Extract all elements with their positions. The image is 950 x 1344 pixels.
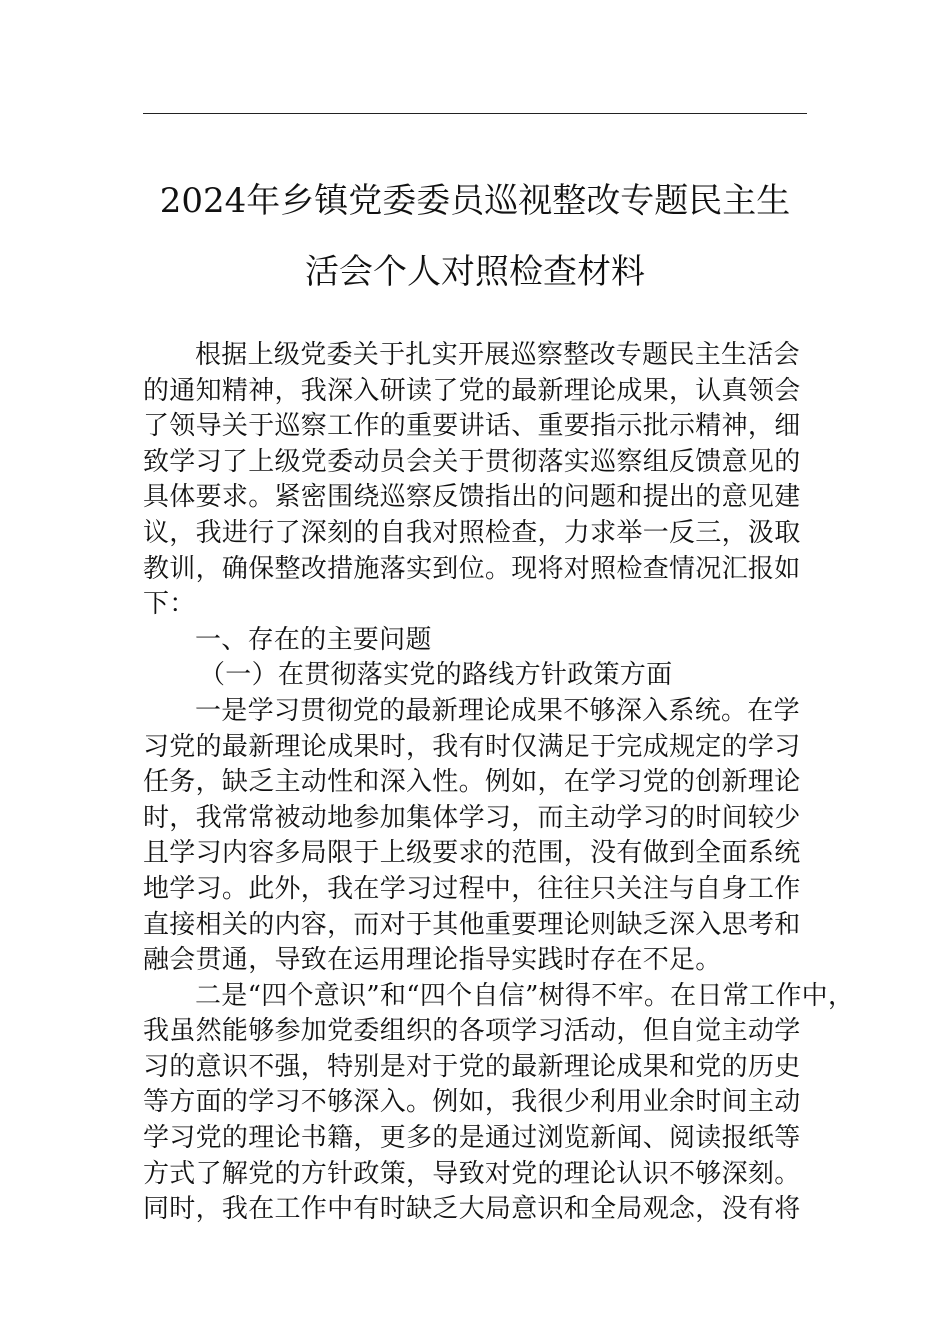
paragraph-line: 学习党的理论书籍，更多的是通过浏览新闻、阅读报纸等 [143, 1123, 801, 1154]
paragraph-line: 习党的最新理论成果时，我有时仅满足于完成规定的学习 [143, 731, 801, 762]
document-body [143, 338, 855, 1228]
paragraph-line: 同时，我在工作中有时缺乏大局意识和全局观念，没有将 [143, 1194, 801, 1225]
paragraph-line: 了领导关于巡察工作的重要讲话、重要指示批示精神，细 [143, 411, 801, 442]
paragraph-line: 议，我进行了深刻的自我对照检查，力求举一反三，汲取 [143, 517, 801, 548]
paragraph-line: 下： [143, 589, 196, 620]
paragraph-line: 地学习。此外，我在学习过程中，往往只关注与自身工作 [143, 873, 801, 904]
paragraph-line: 二是“四个意识”和“四个自信”树得不牢。在日常工作中， [195, 980, 855, 1011]
subsection-heading: （一）在贯彻落实党的路线方针政策方面 [199, 660, 673, 691]
paragraph-line: 任务，缺乏主动性和深入性。例如，在学习党的创新理论 [143, 767, 801, 798]
paragraph-line: 习的意识不强，特别是对于党的最新理论成果和党的历史 [143, 1051, 801, 1082]
paragraph-line: 方式了解党的方针政策，导致对党的理论认识不够深刻。 [143, 1158, 801, 1189]
document-title-line-1: 2024年乡镇党委委员巡视整改专题民主生 [159, 181, 791, 221]
paragraph-line: 具体要求。紧密围绕巡察反馈指出的问题和提出的意见建 [143, 482, 801, 513]
paragraph-line: 且学习内容多局限于上级要求的范围，没有做到全面系统 [143, 838, 801, 869]
paragraph-line: 时，我常常被动地参加集体学习，而主动学习的时间较少 [143, 802, 801, 833]
document-title-line-2: 活会个人对照检查材料 [305, 252, 645, 292]
paragraph-line: 一是学习贯彻党的最新理论成果不够深入系统。在学 [195, 695, 800, 726]
paragraph-line: 致学习了上级党委动员会关于贯彻落实巡察组反馈意见的 [143, 446, 801, 477]
paragraph-line: 等方面的学习不够深入。例如，我很少利用业余时间主动 [143, 1087, 801, 1118]
paragraph-line: 的通知精神，我深入研读了党的最新理论成果，认真领会 [143, 375, 801, 406]
paragraph-line: 教训，确保整改措施落实到位。现将对照检查情况汇报如 [143, 553, 801, 584]
paragraph-line: 我虽然能够参加党委组织的各项学习活动，但自觉主动学 [143, 1016, 801, 1047]
paragraph-line: 根据上级党委关于扎实开展巡察整改专题民主生活会 [195, 340, 800, 370]
section-heading: 一、存在的主要问题 [195, 624, 432, 655]
header-rule [143, 113, 807, 114]
paragraph-line: 融会贯通，导致在运用理论指导实践时存在不足。 [143, 945, 722, 976]
paragraph-line: 直接相关的内容，而对于其他重要理论则缺乏深入思考和 [143, 909, 801, 940]
